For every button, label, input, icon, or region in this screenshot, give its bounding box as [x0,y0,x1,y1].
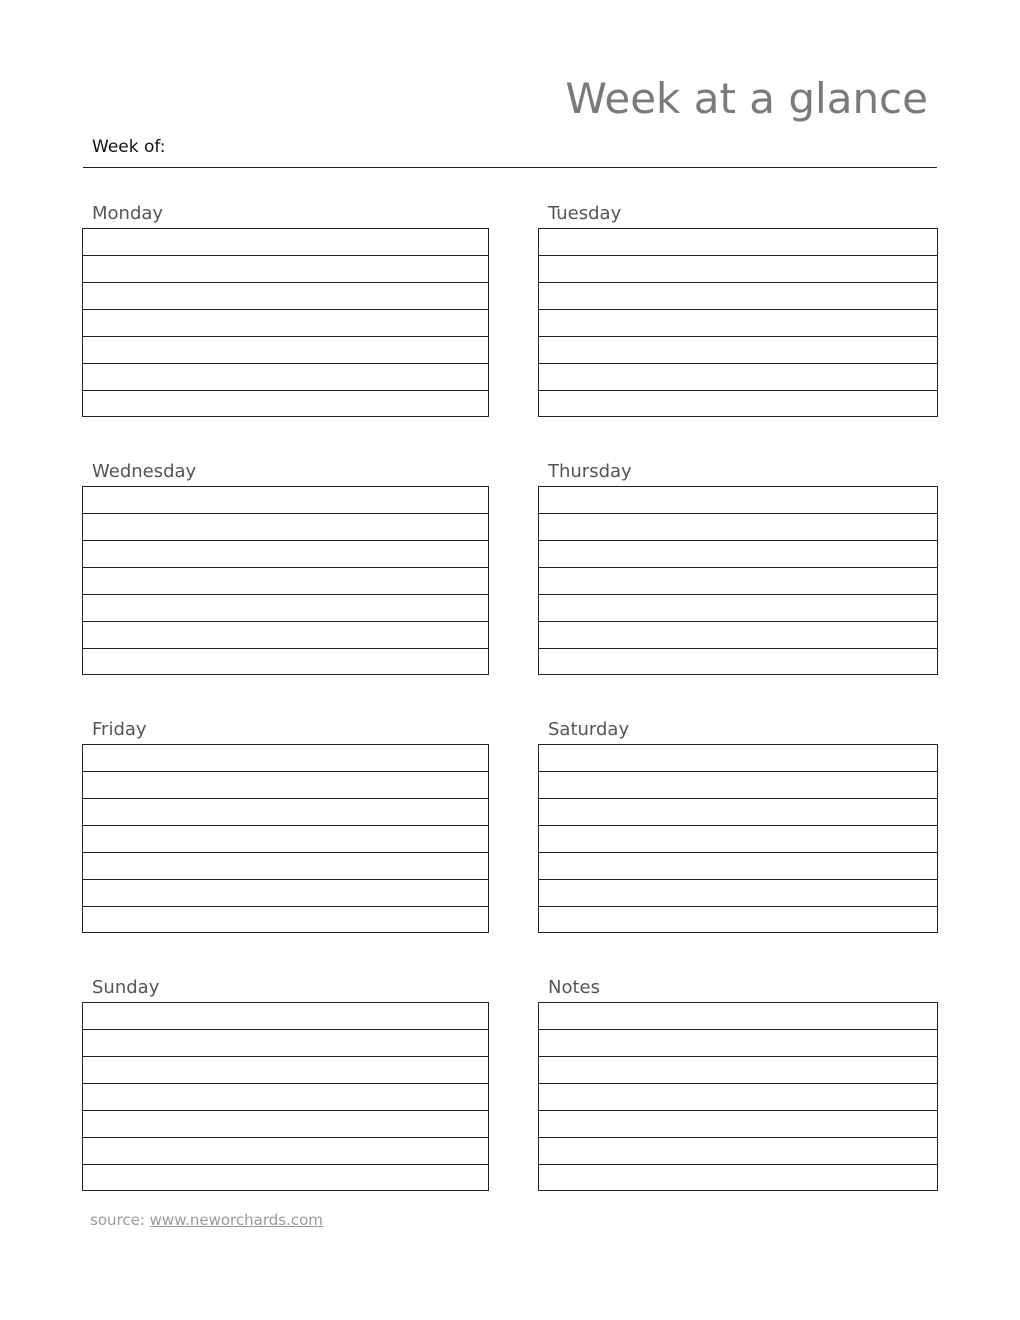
source-prefix: source: [90,1211,145,1229]
writing-line[interactable] [539,880,937,907]
writing-line[interactable] [539,649,937,676]
writing-line[interactable] [83,880,488,907]
lines-monday [82,228,489,417]
writing-line[interactable] [83,283,488,310]
week-of-label: Week of: [92,137,166,157]
writing-line[interactable] [83,622,488,649]
writing-line[interactable] [539,1003,937,1030]
lines-wednesday [82,486,489,675]
writing-line[interactable] [539,541,937,568]
writing-line[interactable] [539,853,937,880]
writing-line[interactable] [83,1165,488,1192]
writing-line[interactable] [539,1111,937,1138]
writing-line[interactable] [539,487,937,514]
lines-sunday [82,1002,489,1191]
writing-line[interactable] [83,649,488,676]
writing-line[interactable] [539,514,937,541]
writing-line[interactable] [539,1165,937,1192]
writing-line[interactable] [539,1084,937,1111]
writing-line[interactable] [539,1138,937,1165]
writing-line[interactable] [83,310,488,337]
writing-line[interactable] [83,514,488,541]
writing-line[interactable] [539,1057,937,1084]
writing-line[interactable] [83,364,488,391]
writing-line[interactable] [83,745,488,772]
writing-line[interactable] [539,283,937,310]
source-credit [90,1211,323,1229]
writing-line[interactable] [539,595,937,622]
writing-line[interactable] [539,256,937,283]
writing-line[interactable] [83,853,488,880]
writing-line[interactable] [83,1057,488,1084]
writing-line[interactable] [539,745,937,772]
lines-friday [82,744,489,933]
writing-line[interactable] [539,568,937,595]
writing-line[interactable] [539,229,937,256]
writing-line[interactable] [83,541,488,568]
writing-line[interactable] [83,487,488,514]
writing-line[interactable] [83,568,488,595]
writing-line[interactable] [83,1084,488,1111]
writing-line[interactable] [83,595,488,622]
writing-line[interactable] [83,229,488,256]
writing-line[interactable] [539,337,937,364]
lines-saturday [538,744,938,933]
writing-line[interactable] [83,391,488,418]
writing-line[interactable] [539,772,937,799]
writing-line[interactable] [539,364,937,391]
writing-line[interactable] [83,256,488,283]
writing-line[interactable] [539,907,937,934]
section-label-monday: Monday [92,203,164,224]
lines-notes [538,1002,938,1191]
section-label-friday: Friday [92,719,147,740]
writing-line[interactable] [83,907,488,934]
writing-line[interactable] [83,337,488,364]
writing-line[interactable] [539,622,937,649]
writing-line[interactable] [539,310,937,337]
writing-line[interactable] [83,1138,488,1165]
section-label-notes: Notes [548,977,600,998]
writing-line[interactable] [539,391,937,418]
writing-line[interactable] [539,799,937,826]
writing-line[interactable] [83,1111,488,1138]
writing-line[interactable] [83,826,488,853]
source-link[interactable]: www.neworchards.com [149,1211,323,1229]
section-label-tuesday: Tuesday [548,203,622,224]
week-of-field[interactable] [83,134,937,168]
section-label-wednesday: Wednesday [92,461,197,482]
writing-line[interactable] [539,826,937,853]
lines-thursday [538,486,938,675]
writing-line[interactable] [83,1003,488,1030]
section-label-saturday: Saturday [548,719,630,740]
writing-line[interactable] [539,1030,937,1057]
lines-tuesday [538,228,938,417]
writing-line[interactable] [83,1030,488,1057]
section-label-thursday: Thursday [548,461,632,482]
writing-line[interactable] [83,799,488,826]
writing-line[interactable] [83,772,488,799]
page-title: Week at a glance [565,74,928,123]
section-label-sunday: Sunday [92,977,160,998]
